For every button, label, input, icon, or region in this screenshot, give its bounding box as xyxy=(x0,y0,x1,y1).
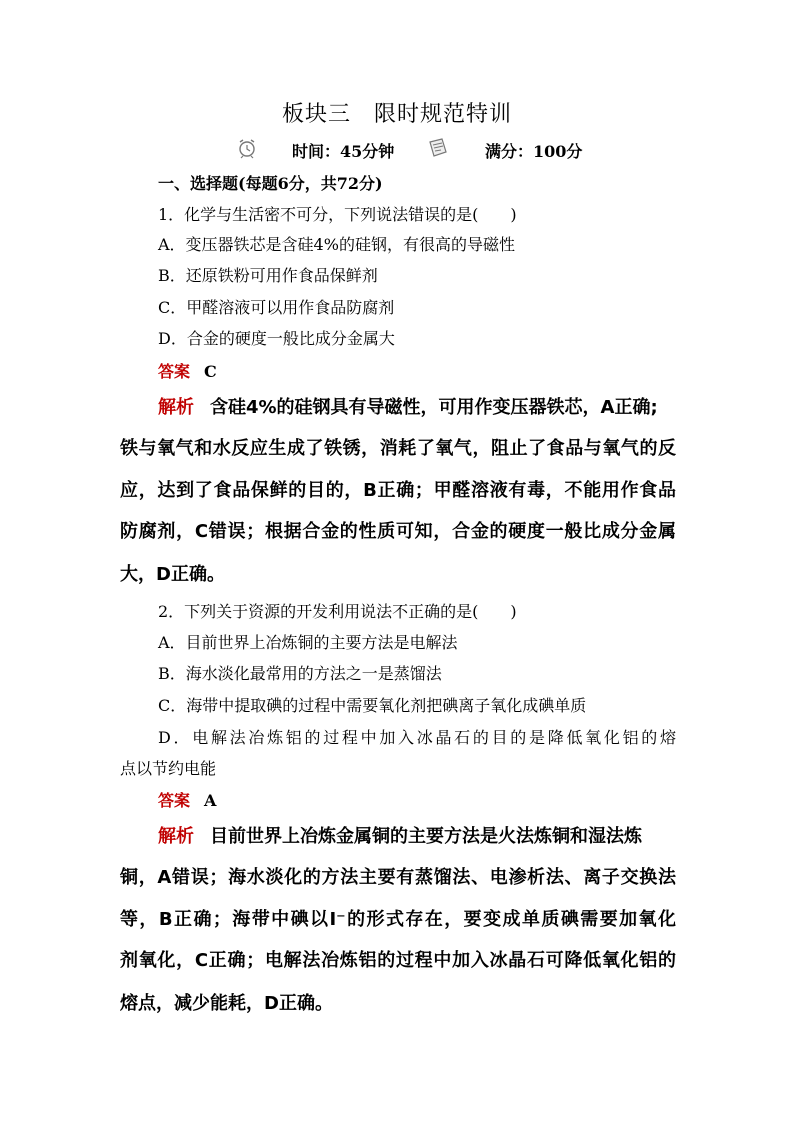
question-1-option-c: C．甲醛溶液可以用作食品防腐剂 xyxy=(158,298,395,317)
page-title: 板块三 限时规范特训 xyxy=(281,102,512,127)
question-2-answer xyxy=(158,789,718,813)
question-1-explanation-line-1 xyxy=(158,393,718,423)
question-2-option-d: D．电解法冶炼铝的过程中加入冰晶石的目的是降低氧化铝的熔 xyxy=(158,728,676,747)
question-2-option-b: B．海水淡化最常用的方法之一是蒸馏法 xyxy=(158,664,442,683)
answer-label: 答案 xyxy=(158,791,191,810)
question-2-option-d-cont: 点以节约电能 xyxy=(120,759,217,778)
question-2-stem: 2．下列关于资源的开发利用说法不正确的是( ) xyxy=(158,602,517,621)
question-2-explanation-line-3: 等，B正确；海带中碘以I⁻的形式存在，要变成单质碘需要加氧化 xyxy=(120,909,676,930)
question-2-explanation-line-5: 熔点，减少能耗，D正确。 xyxy=(120,993,333,1014)
question-2-option-c: C．海带中提取碘的过程中需要氧化剂把碘离子氧化成碘单质 xyxy=(158,696,587,715)
exam-paper-icon xyxy=(427,137,449,159)
question-1-option-a: A．变压器铁芯是含硅4%的硅钢，有很高的导磁性 xyxy=(158,235,515,254)
exam-meta xyxy=(0,137,794,163)
explanation-text: 目前世界上冶炼金属铜的主要方法是火法炼铜和湿法炼 xyxy=(210,826,642,847)
question-2-explanation-line-4: 剂氧化，C正确；电解法冶炼铝的过程中加入冰晶石可降低氧化铝的 xyxy=(120,950,676,971)
question-2-explanation-line-1 xyxy=(158,822,718,852)
answer-label: 答案 xyxy=(158,362,191,381)
answer-value: A xyxy=(204,791,217,810)
explanation-label: 解析 xyxy=(158,397,194,418)
question-1-option-d: D．合金的硬度一般比成分金属大 xyxy=(158,329,395,348)
explanation-label: 解析 xyxy=(158,826,194,847)
question-1-stem: 1．化学与生活密不可分，下列说法错误的是( ) xyxy=(158,205,517,224)
question-1-explanation-line-4: 防腐剂，C错误；根据合金的性质可知，合金的硬度一般比成分金属 xyxy=(120,521,676,542)
question-1-explanation-line-5: 大，D正确。 xyxy=(120,564,225,585)
question-2-option-a: A．目前世界上冶炼铜的主要方法是电解法 xyxy=(158,633,458,652)
question-1-answer xyxy=(158,360,718,384)
section-heading: 一、选择题(每题6分，共72分) xyxy=(158,174,383,193)
full-score: 满分：100分 xyxy=(485,142,583,161)
question-1-explanation-line-2: 铁与氧气和水反应生成了铁锈，消耗了氧气，阻止了食品与氧气的反 xyxy=(120,438,676,459)
alarm-clock-icon xyxy=(236,137,258,159)
explanation-text: 含硅4%的硅钢具有导磁性，可用作变压器铁芯，A正确; xyxy=(210,397,658,418)
question-1-option-b: B．还原铁粉可用作食品保鲜剂 xyxy=(158,266,378,285)
answer-value: C xyxy=(204,362,217,381)
time-limit: 时间：45分钟 xyxy=(292,142,395,161)
question-2-explanation-line-2: 铜，A错误；海水淡化的方法主要有蒸馏法、电渗析法、离子交换法 xyxy=(120,867,676,888)
question-1-explanation-line-3: 应，达到了食品保鲜的目的，B正确；甲醛溶液有毒，不能用作食品 xyxy=(120,480,676,501)
